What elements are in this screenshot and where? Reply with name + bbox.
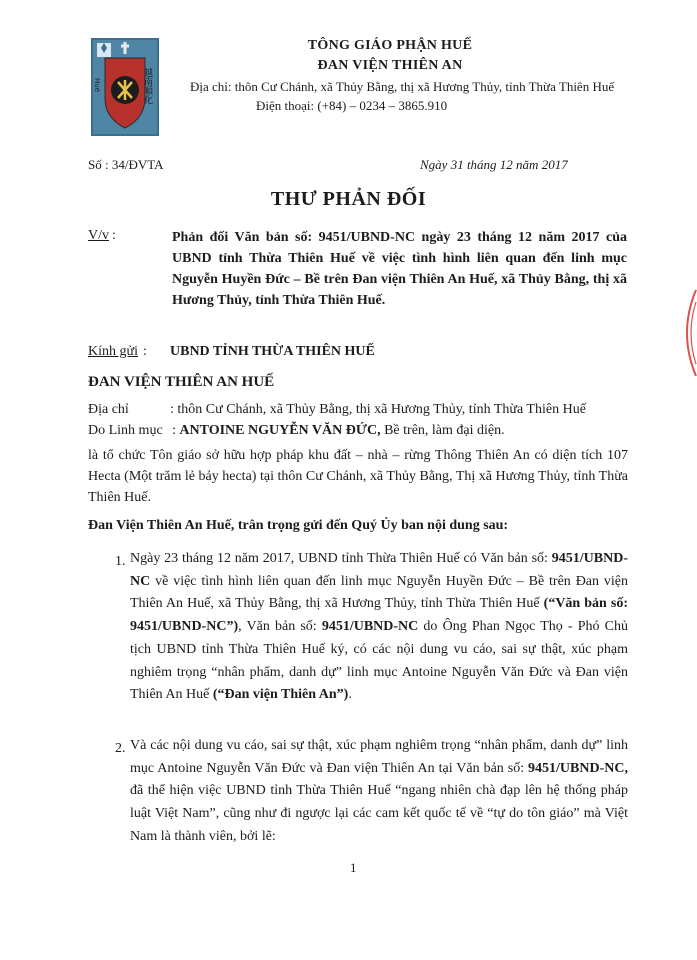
logo-text: 越南順化 bbox=[142, 68, 152, 104]
sender-rep-label: Do Linh mục bbox=[88, 423, 163, 438]
item-text: , Văn bản số: bbox=[238, 619, 322, 635]
item-text: . bbox=[348, 687, 352, 703]
item-bold-text: 9451/UBND-NC bbox=[321, 619, 419, 635]
item-bold-text: (“Văn bản số: 9451/UBND-NC”) bbox=[130, 596, 628, 635]
sender-rep-name: ANTOINE NGUYỄN VĂN ĐỨC, bbox=[179, 423, 381, 438]
sender-address-value: : thôn Cư Chánh, xã Thủy Bằng, thị xã Hương Thủy, tỉnh Thừa Thiên Huế bbox=[170, 402, 586, 417]
item-bold-text: 9451/UBND-NC bbox=[130, 551, 628, 589]
monastery-logo bbox=[91, 38, 159, 136]
sender-description: là tổ chức Tôn giáo sở hữu hợp pháp khu đất – nhà – rừng Thông Thiên An có diện tích 107 Hecta (Một trăm lẻ bảy hecta) tại thôn Cư Chánh, xã Thủy Bằng, Thị xã Hương Thủy, tỉnh Thừa Thiên Huế. bbox=[88, 448, 628, 505]
item-text: Ngày 23 tháng 12 năm 2017, UBND tỉnh Thừa Thiên Huế có Văn bản số: bbox=[130, 551, 552, 566]
page-number: 1 bbox=[350, 860, 357, 875]
greeting: Đan Viện Thiên An Huế, trân trọng gửi đến Quý Ủy ban nội dung sau: bbox=[88, 518, 509, 533]
recipient-colon: : bbox=[143, 344, 147, 359]
item-bold-text: 9451/UBND-NC, bbox=[528, 760, 628, 776]
item-number: 2. bbox=[115, 741, 126, 756]
subject-colon: : bbox=[112, 228, 116, 243]
item-paragraph-1 bbox=[130, 548, 628, 707]
item-text: đã thể hiện việc UBND tỉnh Thừa Thiên Huế “ngang nhiên chà đạp lên hệ thống pháp luật Việt Nam”, cũng như đi ngược lại các cam kết quốc tế về “tự do tôn giáo” mà Việt Nam là thành viên, bởi lẽ: bbox=[130, 783, 628, 844]
red-stamp-fragment bbox=[676, 288, 697, 378]
sender-rep-role: Bề trên, làm đại diện. bbox=[380, 423, 505, 438]
item-text: Và các nội dung vu cáo, sai sự thật, xúc phạm nghiêm trọng “nhân phẩm, danh dự” linh mục Antoine Nguyễn Văn Đức và Đan viện Thiên An tại Văn bản số: bbox=[130, 738, 628, 776]
item-paragraph-2 bbox=[130, 735, 628, 849]
item-text: về việc tình hình liên quan đến linh mục Nguyễn Huyền Đức – Bề trên Đan viện Thiên An Huế, xã Thủy Bằng, thị xã Hương Thủy, tỉnh Thừa Thiên Huế bbox=[130, 573, 628, 612]
subject-text: Phản đối Văn bản số: 9451/UBND-NC ngày 23 tháng 12 năm 2017 của UBND tỉnh Thừa Thiên Huế về việc tình hình liên quan đến linh mục Nguyễn Huyền Đức – Bề trên Đan viện Thiên An Huế, xã Thủy Bằng, thị xã Hương Thủy, tỉnh Thừa Thiên Huế. bbox=[172, 230, 627, 308]
org-line-1: TÔNG GIÁO PHẬN HUẾ bbox=[307, 38, 473, 53]
item-text: do Ông Phan Ngọc Thọ - Phó Chủ tịch UBND tỉnh Thừa Thiên Huế ký, có các nội dung vu cáo, sai sự thật, xúc phạm nghiêm trọng “nhân phẩm, danh dự” linh mục Antoine Nguyễn Văn Đức và Đan viện Thiên An Huế bbox=[130, 619, 628, 703]
item-bold-text: (“Đan viện Thiên An”) bbox=[212, 687, 349, 703]
org-phone: Điện thoại: (+84) – 0234 – 3865.910 bbox=[256, 98, 448, 113]
org-line-2: ĐAN VIỆN THIÊN AN bbox=[317, 58, 463, 73]
document-title: THƯ PHẢN ĐỐI bbox=[270, 188, 427, 210]
document-date: Ngày 31 tháng 12 năm 2017 bbox=[420, 157, 568, 172]
item-number: 1. bbox=[115, 554, 126, 569]
sender-rep-colon: : bbox=[172, 423, 176, 438]
sender-address-label: Địa chỉ bbox=[88, 402, 129, 417]
subject-label: V/v bbox=[88, 228, 109, 243]
sender-name: ĐAN VIỆN THIÊN AN HUẾ bbox=[88, 374, 275, 390]
svg-text:Hué: Hué bbox=[93, 78, 101, 93]
sender-rep bbox=[172, 423, 505, 439]
recipient-name: UBND TỈNH THỪA THIÊN HUẾ bbox=[170, 344, 375, 359]
recipient-label: Kính gửi bbox=[88, 344, 138, 359]
org-address: Địa chỉ: thôn Cư Chánh, xã Thủy Bằng, thị xã Hương Thủy, tỉnh Thừa Thiên Huế bbox=[190, 79, 615, 94]
document-number: Số : 34/ĐVTA bbox=[88, 157, 164, 172]
